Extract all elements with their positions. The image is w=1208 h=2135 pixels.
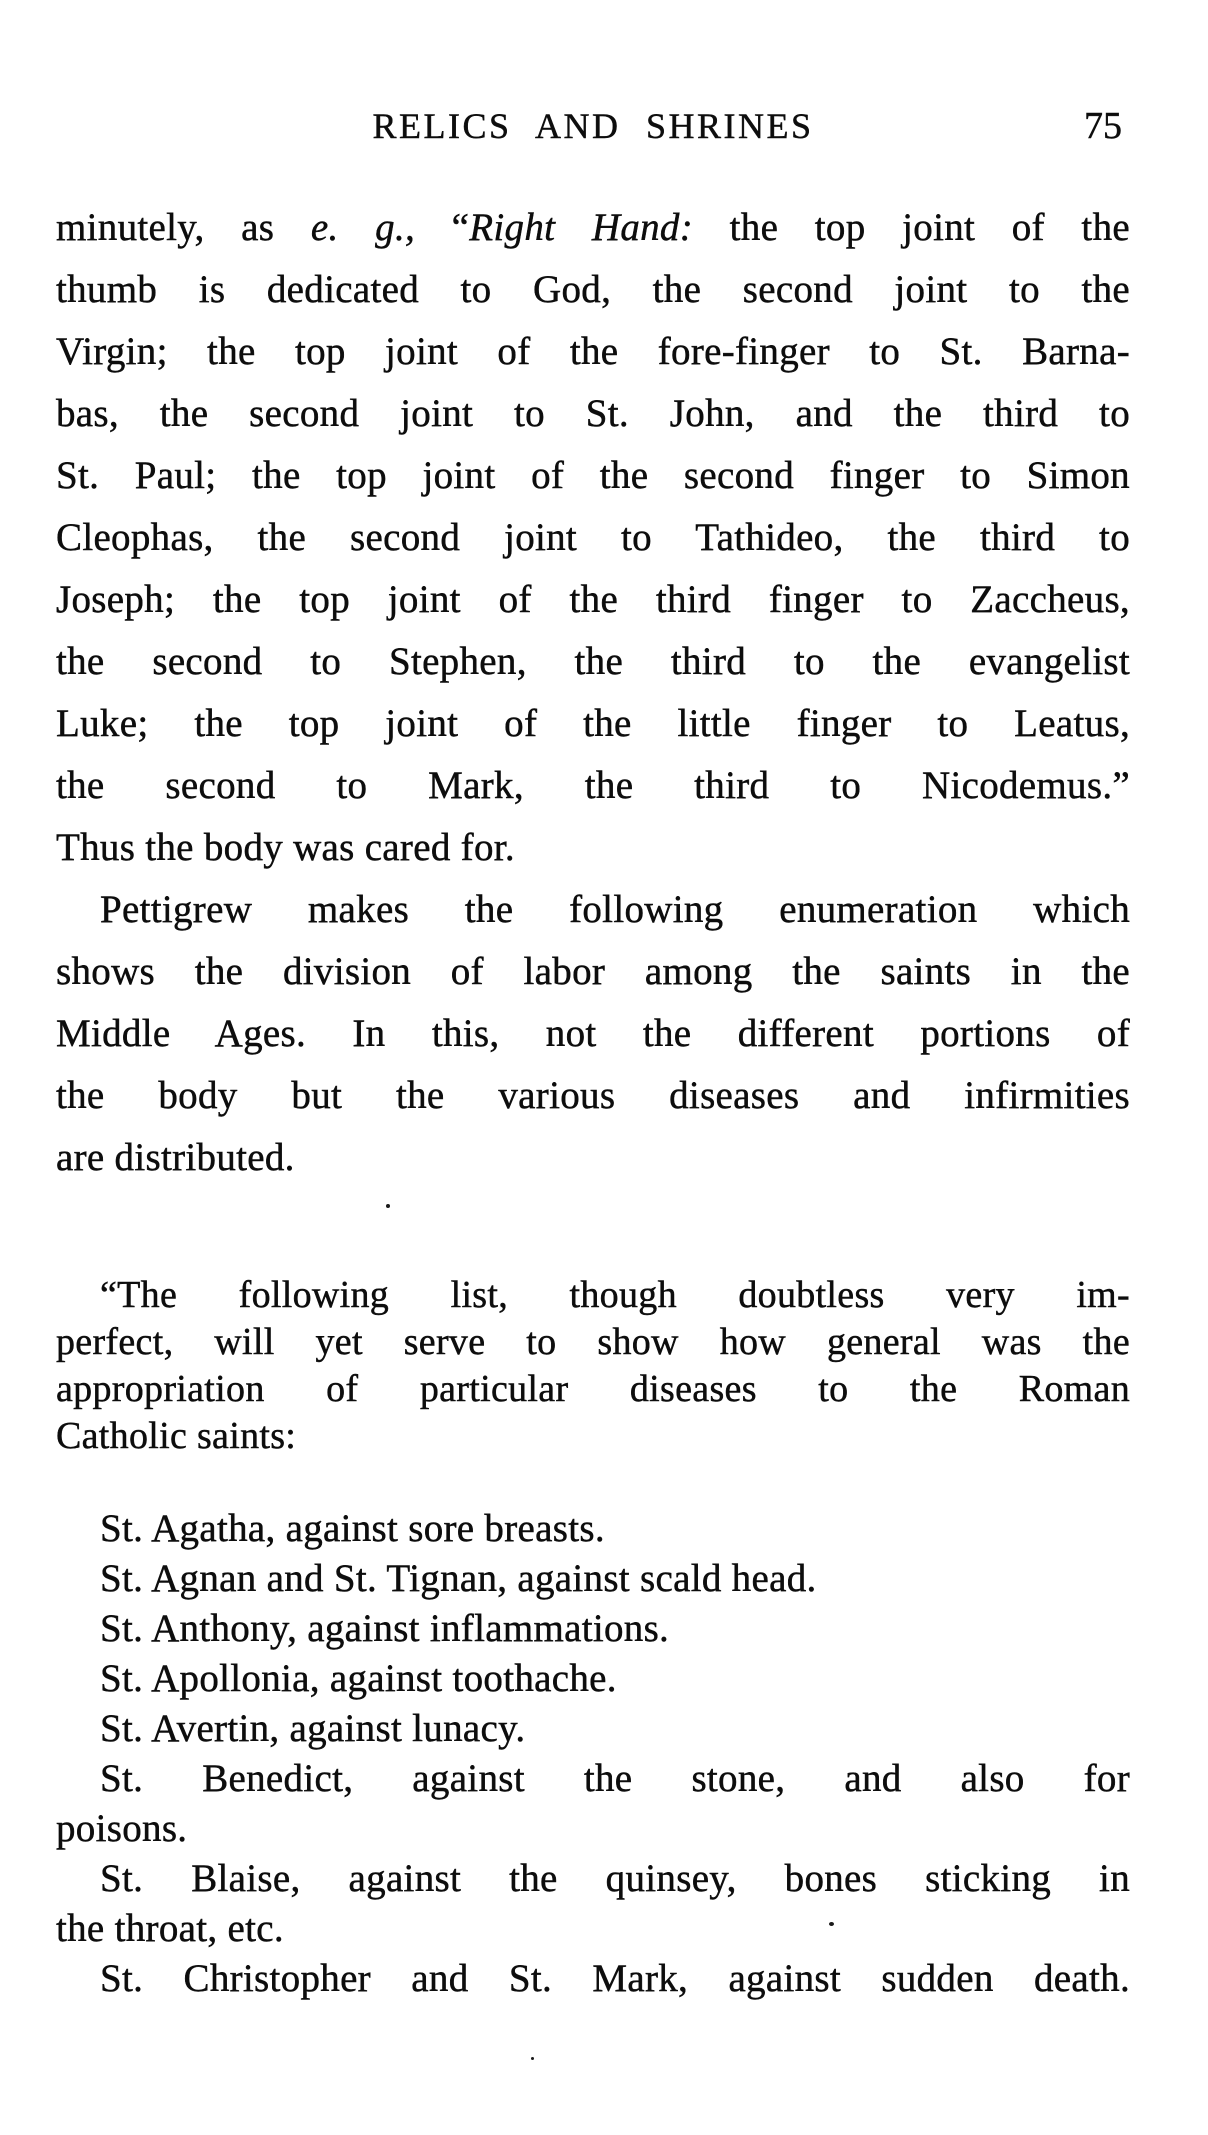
text-line: Catholic saints: [56,1415,297,1457]
ink-speck [531,2057,534,2060]
text-line: “The following list, though doubtless very im- [100,1274,1130,1316]
running-header [56,101,1130,151]
text-line: Luke; the top joint of the little finger to Leatus, [56,702,1130,745]
text-line: Joseph; the top joint of the third finger to Zaccheus, [56,578,1130,621]
page-title: RELICS AND SHRINES [372,106,814,146]
text-segment-italic: e. g., [310,206,416,249]
text-line [56,197,1130,259]
list-item: St. Agatha, against sore breasts. [100,1507,605,1550]
text-line: the body but the various diseases and infirmities [56,1074,1130,1117]
list-item: St. Benedict, against the stone, and also for [100,1757,1130,1800]
list-item-continuation: the throat, etc. [56,1907,284,1950]
ink-speck [386,1204,390,1208]
ink-speck [829,1922,834,1926]
list-item: St. Avertin, against lunacy. [100,1707,526,1750]
text-segment-italic: Right Hand: [469,206,694,249]
text-segment: the top joint of the [693,206,1130,249]
text-segment: “ [415,206,470,249]
text-line: Cleophas, the second joint to Tathideo, the third to [56,516,1130,559]
page-number: 75 [1084,105,1122,147]
text-line: appropriation of particular diseases to the Roman [56,1368,1130,1410]
list-item: St. Anthony, against inflammations. [100,1607,670,1650]
text-line: shows the division of labor among the saints in the [56,950,1130,993]
text-line: are distributed. [56,1136,295,1179]
text-line: Virgin; the top joint of the fore-finger to St. Barna- [56,330,1130,373]
list-item: St. Agnan and St. Tignan, against scald head. [100,1557,817,1600]
text-line: Middle Ages. In this, not the different portions of [56,1012,1130,1055]
list-item: St. Blaise, against the quinsey, bones sticking in [100,1857,1130,1900]
text-segment: minutely, as [56,206,311,249]
text-line: the second to Mark, the third to Nicodemus.” [56,764,1130,807]
body-paragraphs [56,197,1130,1189]
list-item-continuation: poisons. [56,1807,188,1850]
quote-paragraph [56,1272,1130,1460]
text-line: bas, the second joint to St. John, and the third to [56,392,1130,435]
text-line: the second to Stephen, the third to the evangelist [56,640,1130,683]
text-line: Thus the body was cared for. [56,826,515,869]
text-line: Pettigrew makes the following enumeration which [100,888,1130,931]
list-item: St. Apollonia, against toothache. [100,1657,617,1700]
list-item: St. Christopher and St. Mark, against sudden death. [100,1957,1130,2000]
text-line: perfect, will yet serve to show how general was the [56,1321,1130,1363]
text-line: thumb is dedicated to God, the second joint to the [56,268,1130,311]
saint-list [56,1504,1130,2004]
text-line: St. Paul; the top joint of the second finger to Simon [56,454,1130,497]
